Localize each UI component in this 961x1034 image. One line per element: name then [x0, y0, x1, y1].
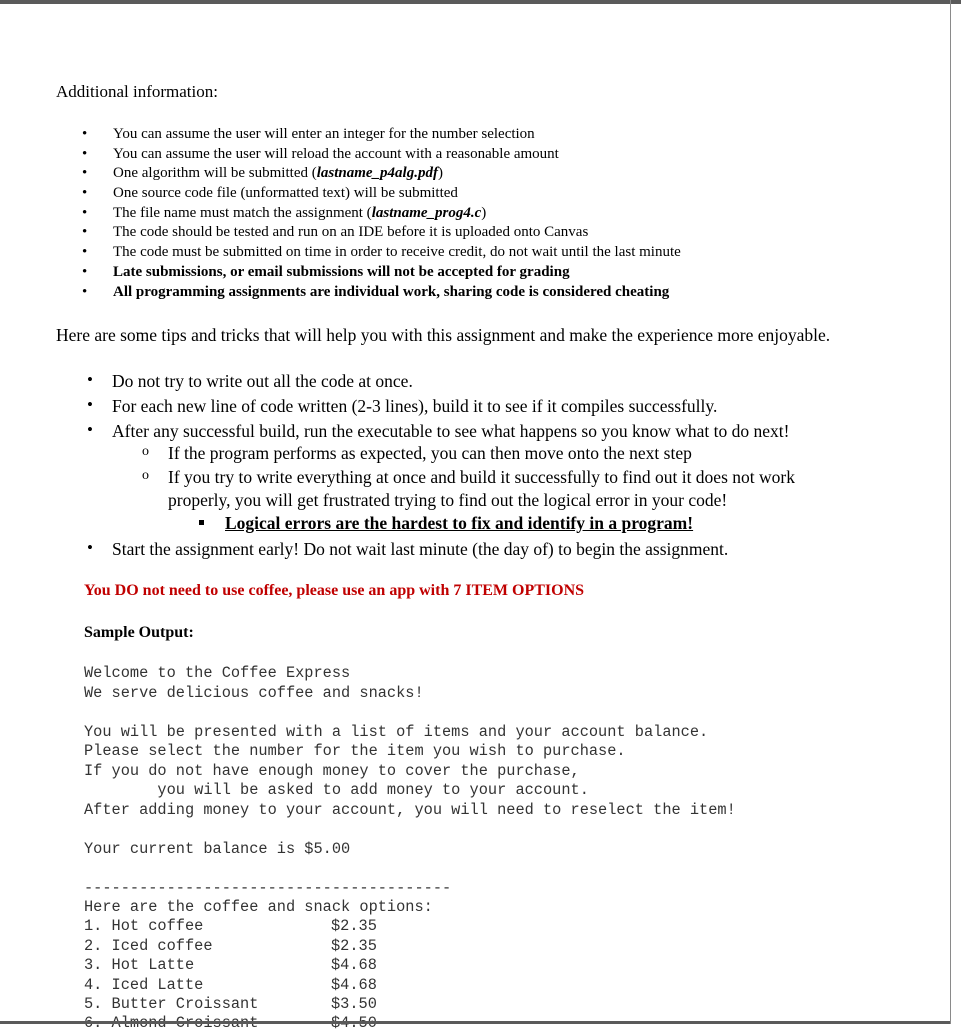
sample-output-title: Sample Output: — [84, 624, 194, 641]
additional-info-list — [82, 125, 681, 302]
requirement-note: You DO not need to use coffee, please use an app with 7 ITEM OPTIONS — [84, 582, 585, 599]
sub-sub-bullet-square — [199, 520, 204, 525]
bullet-dot: • — [87, 370, 93, 389]
menu-item-label: 4. Iced Latte — [84, 976, 204, 994]
list-item: • The code should be tested and run on an IDE before it is uploaded onto Canvas — [82, 223, 681, 243]
tip-subitem: If the program performs as expected, you can then move onto the next step — [168, 443, 692, 463]
menu-item-price: $4.68 — [331, 976, 377, 994]
list-item: • All programming assignments are individual work, sharing code is considered cheating — [82, 283, 681, 303]
tip-subsubitem: Logical errors are the hardest to fix and identify in a program! — [225, 513, 694, 533]
list-item: • One source code file (unformatted text) will be submitted — [82, 184, 681, 204]
list-item: • The file name must match the assignment (lastname_prog4.c) — [82, 204, 681, 224]
list-item: • Late submissions, or email submissions will not be accepted for grading — [82, 263, 681, 283]
code-line: If you do not have enough money to cover the purchase, — [84, 762, 580, 780]
page-right-edge — [950, 0, 951, 1024]
tip-item: After any successful build, run the executable to see what happens so you know what to do next! — [112, 421, 790, 441]
tip-subitem: If you try to write everything at once and build it successfully to find out it does not work — [168, 467, 795, 487]
menu-item-label: 2. Iced coffee — [84, 937, 213, 955]
divider-line: ---------------------------------------- — [84, 879, 452, 897]
viewer-bottom-border — [0, 1021, 950, 1024]
list-item: • You can assume the user will reload the account with a reasonable amount — [82, 145, 681, 165]
code-line: You will be presented with a list of items and your account balance. — [84, 723, 709, 741]
balance-line: Your current balance is $5.00 — [84, 840, 351, 858]
bullet-dot: • — [87, 395, 93, 414]
sub-bullet-circle: o — [142, 444, 149, 459]
menu-item-label: 5. Butter Croissant — [84, 995, 259, 1013]
code-line: Please select the number for the item you wish to purchase. — [84, 742, 626, 760]
menu-item-price: $2.35 — [331, 917, 377, 935]
bullet-dot: • — [87, 420, 93, 439]
code-line: Welcome to the Coffee Express — [84, 664, 351, 682]
list-item: • The code must be submitted on time in order to receive credit, do not wait until the last minute — [82, 243, 681, 263]
code-line: After adding money to your account, you will need to reselect the item! — [84, 801, 736, 819]
tip-item: Start the assignment early! Do not wait last minute (the day of) to begin the assignment. — [112, 539, 729, 559]
menu-item-price: $4.68 — [331, 956, 377, 974]
tip-item: For each new line of code written (2-3 lines), build it to see if it compiles successfully. — [112, 396, 718, 416]
code-line: We serve delicious coffee and snacks! — [84, 684, 424, 702]
list-item: • You can assume the user will enter an integer for the number selection — [82, 125, 681, 145]
code-line: you will be asked to add money to your account. — [84, 781, 589, 799]
menu-item-price: $2.35 — [331, 937, 377, 955]
menu-item-price: $3.50 — [331, 995, 377, 1013]
menu-item-label: 3. Hot Latte — [84, 956, 195, 974]
sub-bullet-circle: o — [142, 468, 149, 483]
tip-item: Do not try to write out all the code at once. — [112, 371, 413, 391]
menu-item-label: 1. Hot coffee — [84, 917, 204, 935]
additional-info-heading: Additional information: — [56, 82, 218, 101]
tip-subitem-continued: properly, you will get frustrated trying to find out the logical error in your code! — [168, 490, 728, 510]
options-header: Here are the coffee and snack options: — [84, 898, 433, 916]
tips-intro: Here are some tips and tricks that will help you with this assignment and make the experience more enjoyable. — [56, 325, 831, 345]
list-item: • One algorithm will be submitted (lastname_p4alg.pdf) — [82, 164, 681, 184]
bullet-dot: • — [87, 538, 93, 557]
